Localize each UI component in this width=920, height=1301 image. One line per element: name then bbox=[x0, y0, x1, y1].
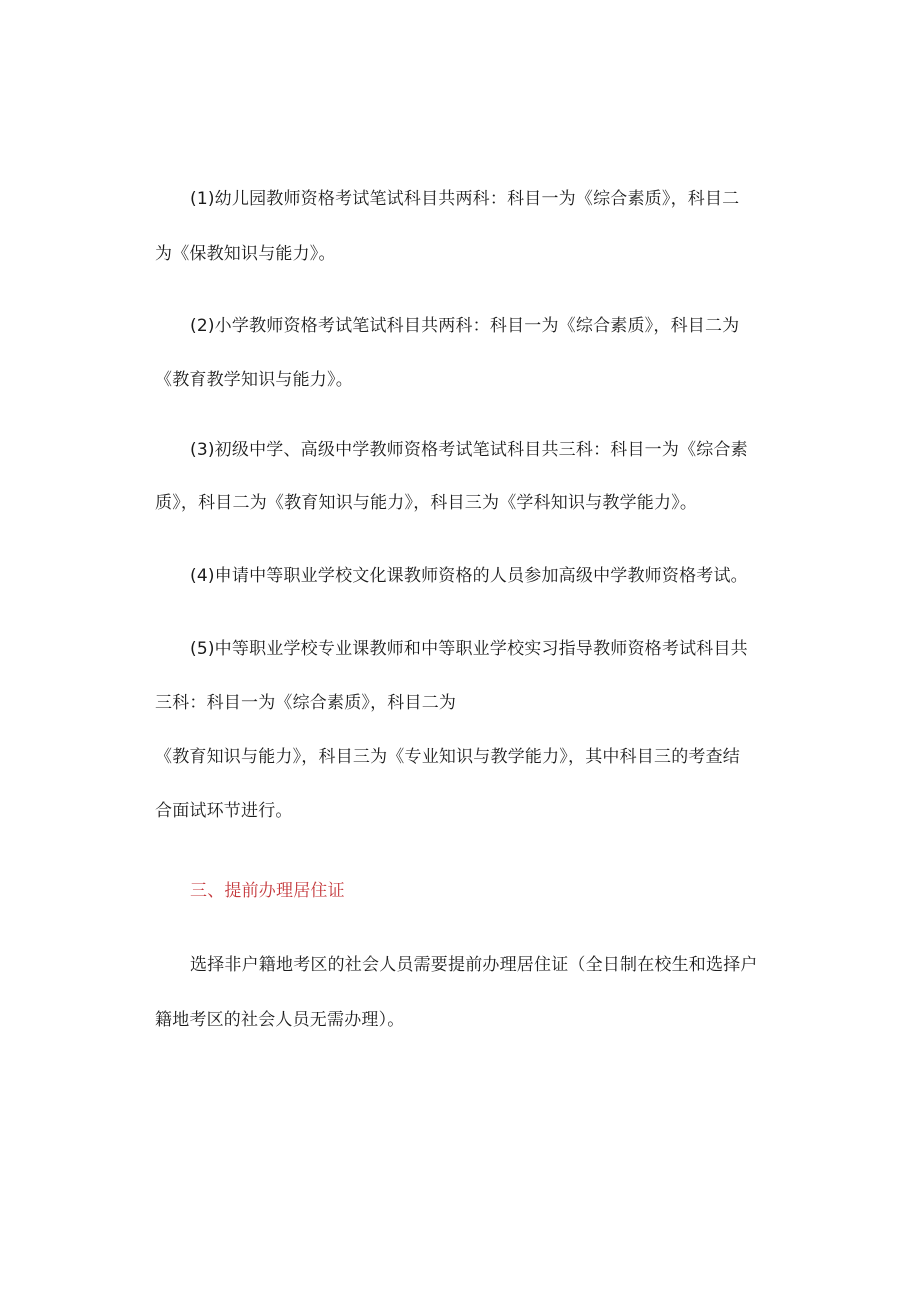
item-5-line-2: 三科：科目一为《综合素质》，科目二为 bbox=[155, 693, 457, 713]
item-3-line-2: 质》，科目二为《教育知识与能力》，科目三为《学科知识与教学能力》。 bbox=[155, 493, 698, 513]
item-3-line-1: (3)初级中学、高级中学教师资格考试笔试科目共三科：科目一为《综合素 bbox=[190, 440, 748, 460]
item-2-line-1: (2)小学教师资格考试笔试科目共两科：科目一为《综合素质》，科目二为 bbox=[190, 316, 740, 336]
section-heading: 三、提前办理居住证 bbox=[190, 881, 345, 901]
item-5-line-3: 《教育知识与能力》，科目三为《专业知识与教学能力》，其中科目三的考查结 bbox=[155, 747, 740, 767]
item-2-line-2: 《教育教学知识与能力》。 bbox=[155, 370, 353, 390]
item-5-line-1: (5)中等职业学校专业课教师和中等职业学校实习指导教师资格考试科目共 bbox=[190, 639, 748, 659]
section-paragraph-line-2: 籍地考区的社会人员无需办理）。 bbox=[155, 1010, 405, 1030]
item-5-line-4: 合面试环节进行。 bbox=[155, 801, 293, 821]
item-4-line-1: (4)申请中等职业学校文化课教师资格的人员参加高级中学教师资格考试。 bbox=[190, 566, 748, 586]
section-paragraph-line-1: 选择非户籍地考区的社会人员需要提前办理居住证（全日制在校生和选择户 bbox=[190, 955, 758, 975]
item-1-line-2: 为《保教知识与能力》。 bbox=[155, 244, 336, 264]
item-1-line-1: (1)幼儿园教师资格考试笔试科目共两科：科目一为《综合素质》，科目二 bbox=[190, 189, 740, 209]
